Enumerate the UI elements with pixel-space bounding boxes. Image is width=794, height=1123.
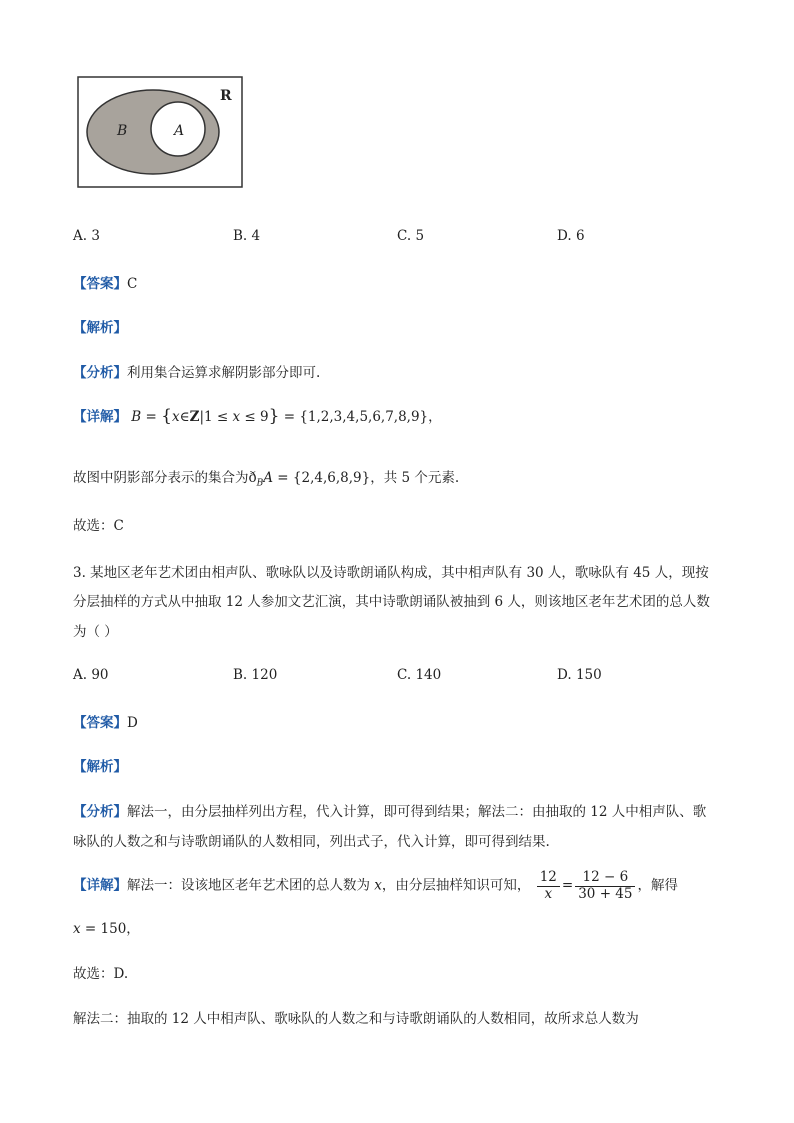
- venn-diagram: [77, 76, 243, 188]
- q3-analysis-line1: 【分析】解法一，由分层抽样列出方程，代入计算，即可得到结果；解法二：由抽取的 12 人中相声队、歌: [73, 804, 707, 820]
- q2-option-c: C. 5: [397, 228, 425, 244]
- q3-option-a: A. 90: [73, 667, 109, 683]
- fraction-12-6-over-30-45: $\frac{12 - 6}{30 + 45}$: [575, 870, 635, 902]
- q2-option-b: B. 4: [233, 228, 261, 244]
- q3-choose: 故选：D.: [73, 966, 129, 982]
- universe-label: R: [220, 88, 232, 104]
- q3-result: x = 150，: [73, 921, 140, 937]
- set-b-label: B: [117, 123, 128, 139]
- q2-detail: 【详解】 B = {x∈Z|1 ≤ x ≤ 9} = {1,2,3,4,5,6,7,8,9}，: [73, 406, 442, 426]
- q3-option-d: D. 150: [557, 667, 602, 683]
- q3-answer: 【答案】D: [73, 715, 138, 731]
- set-a-label: A: [174, 123, 185, 139]
- q2-answer: 【答案】C: [73, 276, 138, 292]
- q3-option-c: C. 140: [397, 667, 442, 683]
- q3-option-b: B. 120: [233, 667, 278, 683]
- q2-option-d: D. 6: [557, 228, 585, 244]
- q3-analysis-line2: 咏队的人数之和与诗歌朗诵队的人数相同，列出式子，代入计算，即可得到结果.: [73, 834, 550, 850]
- q2-shaded-set: 故图中阴影部分表示的集合为$ð_BA = \{2,4,6,8,9\}$，共 5 个元素.: [73, 470, 460, 489]
- q3-method2: 解法二：抽取的 12 人中相声队、歌咏队的人数之和与诗歌朗诵队的人数相同，故所求总人数为: [73, 1011, 639, 1027]
- q3-stem-line1: 3. 某地区老年艺术团由相声队、歌咏队以及诗歌朗诵队构成，其中相声队有 30 人，歌咏队有 45 人，现按: [73, 565, 709, 581]
- q2-option-a: A. 3: [73, 228, 100, 244]
- q3-detail: 【详解】解法一：设该地区老年艺术团的总人数为 x，由分层抽样知识可知， $\frac{12}{x}$ = $\frac{12 - 6}{30 + 45}$ ，解得: [73, 869, 678, 902]
- q3-jiexi: 【解析】: [73, 759, 127, 775]
- q2-choose: 故选：C: [73, 518, 124, 534]
- q3-stem-line3: 为（ ）: [73, 624, 118, 640]
- fraction-12-over-x: $\frac{12}{x}$: [537, 870, 560, 902]
- q2-jiexi: 【解析】: [73, 320, 127, 336]
- q2-analysis: 【分析】利用集合运算求解阴影部分即可.: [73, 365, 321, 381]
- q3-stem-line2: 分层抽样的方式从中抽取 12 人参加文艺汇演，其中诗歌朗诵队被抽到 6 人，则该地区老年艺术团的总人数: [73, 594, 710, 610]
